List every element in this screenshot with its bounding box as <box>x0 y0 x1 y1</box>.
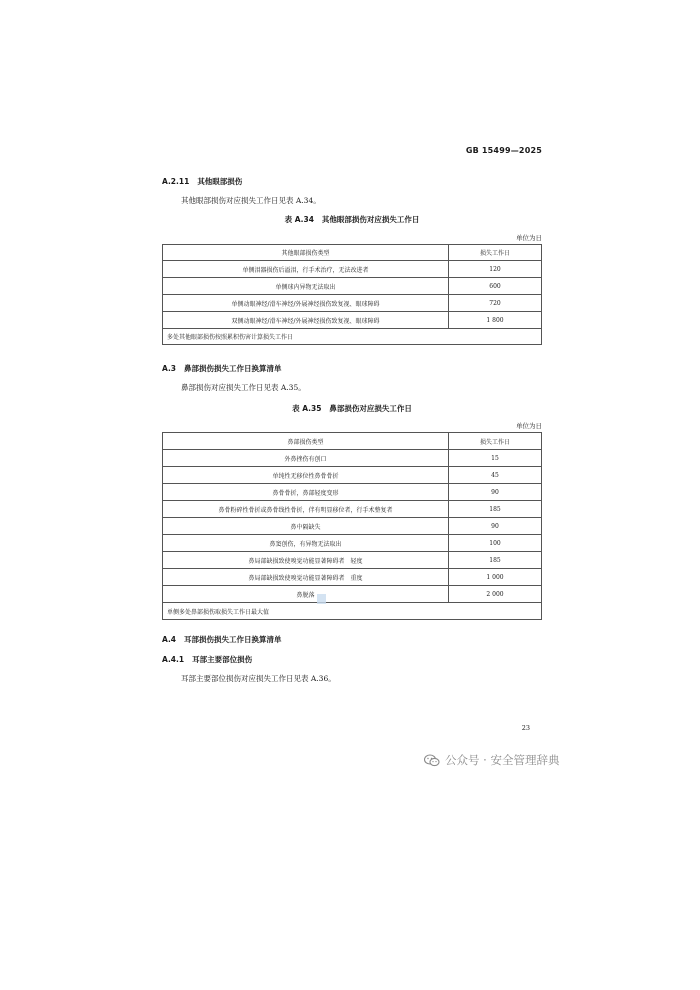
table-number: 表 A.34 <box>284 215 314 224</box>
injury-type-cell: 鼻脱落 <box>163 586 449 603</box>
column-header-days: 损失工作日 <box>449 433 542 450</box>
table-a34 <box>162 244 542 345</box>
table-row <box>163 295 542 312</box>
table-note: 多处其他眼部损伤按照累积伤害计算损失工作日 <box>163 329 542 345</box>
table-row <box>163 518 542 535</box>
lost-days-cell: 2 000 <box>449 586 542 603</box>
section-number: A.3 <box>162 364 177 373</box>
table-caption-a35 <box>162 403 542 414</box>
table-note: 单侧多处鼻部损伤取损失工作日最大值 <box>163 603 542 620</box>
injury-type-cell: 鼻窦创伤，有异物无法取出 <box>163 535 449 552</box>
lost-days-cell: 1 000 <box>449 569 542 586</box>
table-title: 鼻部损伤对应损失工作日 <box>329 404 412 413</box>
wechat-icon <box>424 754 440 767</box>
section-title: 耳部损伤损失工作日换算清单 <box>184 635 282 644</box>
lost-days-cell: 120 <box>449 261 542 278</box>
standard-code: GB 15499—2025 <box>465 146 542 155</box>
section-title: 其他眼部损伤 <box>197 177 243 186</box>
section-paragraph: 耳部主要部位损伤对应损失工作日见表 A.36。 <box>181 674 336 683</box>
table-header-row <box>163 433 542 450</box>
injury-type-cell: 鼻局部缺损致使嗅觉功能显著障碍者 轻度 <box>163 552 449 569</box>
injury-type-cell: 鼻局部缺损致使嗅觉功能显著障碍者 重度 <box>163 569 449 586</box>
table-row <box>163 569 542 586</box>
injury-type-cell: 鼻骨粉碎性骨折或鼻骨线性骨折，伴有明显移位者，行手术整复者 <box>163 501 449 518</box>
table-row <box>163 535 542 552</box>
table-row <box>163 261 542 278</box>
table-header-row <box>163 245 542 261</box>
injury-type-cell: 单侧泪器损伤后溢泪，行手术治疗，无法改进者 <box>163 261 449 278</box>
table-row <box>163 501 542 518</box>
section-heading-a3 <box>162 363 282 374</box>
section-paragraph: 其他眼部损伤对应损失工作日见表 A.34。 <box>181 196 321 205</box>
injury-type-cell: 鼻中隔缺失 <box>163 518 449 535</box>
column-header-days: 损失工作日 <box>449 245 542 261</box>
table-row <box>163 467 542 484</box>
lost-days-cell: 45 <box>449 467 542 484</box>
injury-type-cell: 双侧动眼神经/滑车神经/外展神经损伤致复视、眼球障碍 <box>163 312 449 329</box>
lost-days-cell: 15 <box>449 450 542 467</box>
lost-days-cell: 100 <box>449 535 542 552</box>
table-row <box>163 450 542 467</box>
table-unit: 单位为日 <box>516 234 542 242</box>
section-heading-a4 <box>162 634 282 645</box>
lost-days-cell: 185 <box>449 501 542 518</box>
injury-type-cell: 单侧球内异物无法取出 <box>163 278 449 295</box>
lost-days-cell: 1 800 <box>449 312 542 329</box>
section-heading-a41 <box>162 654 252 665</box>
watermark <box>424 752 559 768</box>
lost-days-cell: 185 <box>449 552 542 569</box>
page-number: 23 <box>521 724 530 732</box>
column-header-type: 鼻部损伤类型 <box>163 433 449 450</box>
scan-artifact-mark <box>317 594 326 604</box>
section-heading-a211 <box>162 176 242 187</box>
table-row <box>163 484 542 501</box>
injury-type-cell: 鼻骨骨折，鼻部轻度变形 <box>163 484 449 501</box>
injury-type-cell: 单纯性无移位性鼻骨骨折 <box>163 467 449 484</box>
injury-type-cell: 单侧动眼神经/滑车神经/外展神经损伤致复视、眼球障碍 <box>163 295 449 312</box>
lost-days-cell: 90 <box>449 484 542 501</box>
section-title: 鼻部损伤损失工作日换算清单 <box>184 364 282 373</box>
table-row <box>163 278 542 295</box>
section-number: A.4 <box>162 635 177 644</box>
table-row <box>163 312 542 329</box>
column-header-type: 其他眼部损伤类型 <box>163 245 449 261</box>
lost-days-cell: 600 <box>449 278 542 295</box>
table-a35 <box>162 432 542 620</box>
table-note-row <box>163 329 542 345</box>
lost-days-cell: 720 <box>449 295 542 312</box>
injury-type-cell: 外鼻挫伤有创口 <box>163 450 449 467</box>
table-row <box>163 586 542 603</box>
table-caption-a34 <box>162 214 542 225</box>
lost-days-cell: 90 <box>449 518 542 535</box>
table-number: 表 A.35 <box>292 404 322 413</box>
section-number: A.2.11 <box>162 177 190 186</box>
table-title: 其他眼部损伤对应损失工作日 <box>321 215 420 224</box>
table-unit: 单位为日 <box>516 422 542 430</box>
table-note-row <box>163 603 542 620</box>
watermark-text: 公众号 · 安全管理辞典 <box>445 753 560 767</box>
section-number: A.4.1 <box>162 655 185 664</box>
section-paragraph: 鼻部损伤对应损失工作日见表 A.35。 <box>181 383 306 392</box>
table-row <box>163 552 542 569</box>
section-title: 耳部主要部位损伤 <box>192 655 253 664</box>
